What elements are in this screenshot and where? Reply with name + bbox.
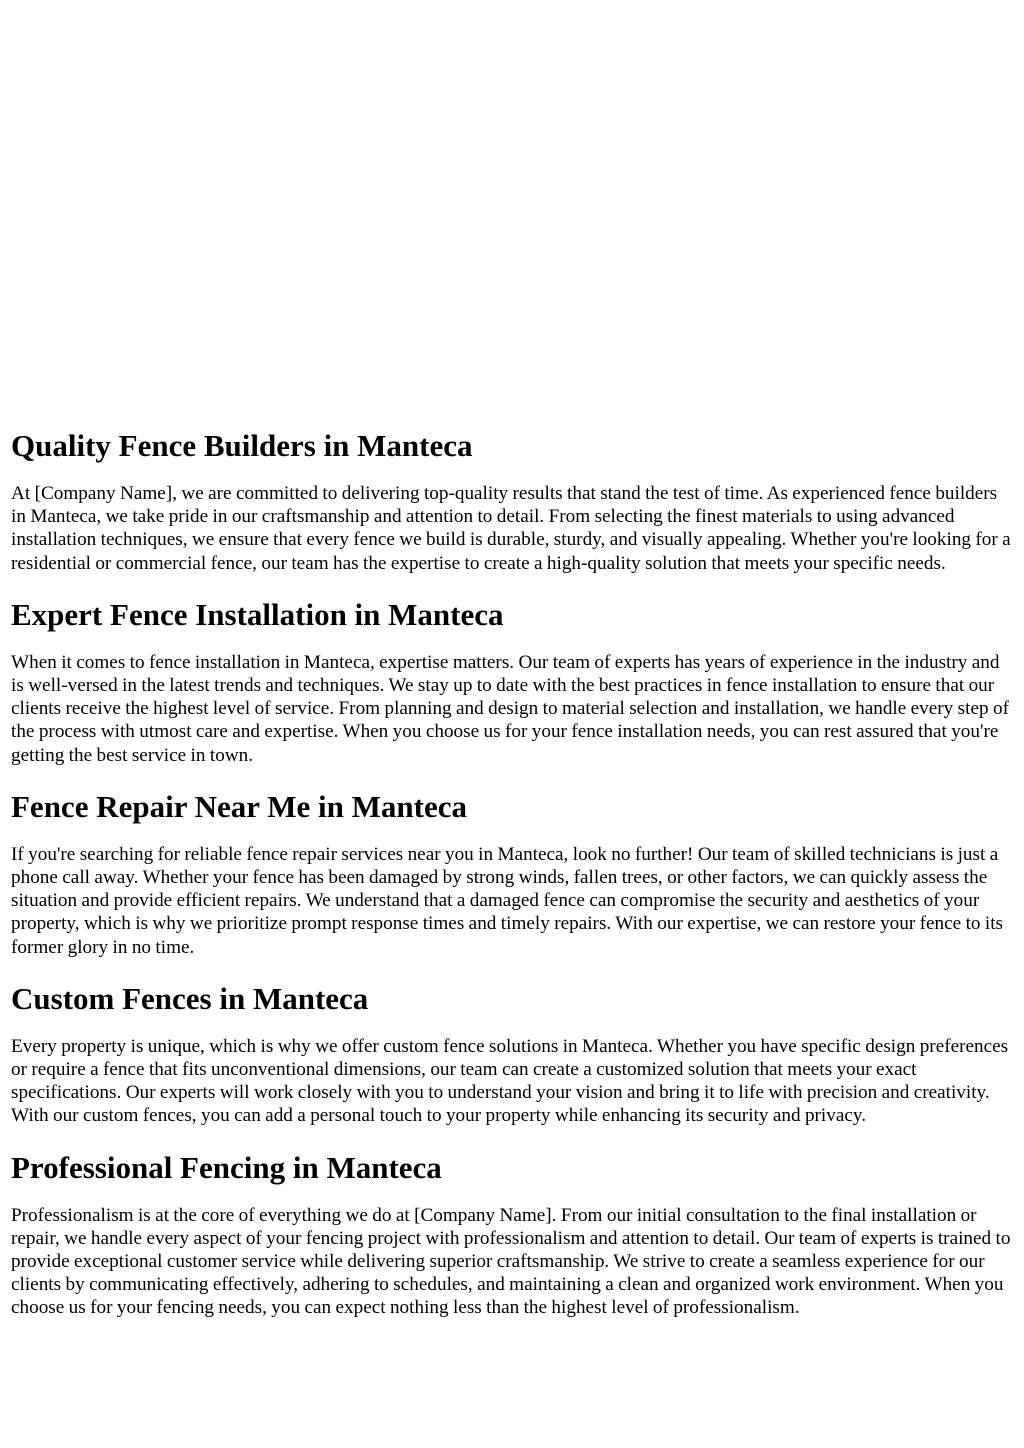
section-heading: Quality Fence Builders in Manteca (11, 428, 473, 463)
section-paragraph: When it comes to fence installation in Manteca, expertise matters. Our team of experts has years of experience in the industry and is well-versed in the latest trends and techniques. We stay up to date with the best practices in fence installation to ensure that our clients receive the highest level of service. From planning and design to material selection and installation, we handle every step of the process with utmost care and expertise. When you choose us for your fence installation needs, you can rest assured that you're getting the best service in town. (11, 651, 1009, 766)
section-heading: Fence Repair Near Me in Manteca (11, 788, 467, 824)
section-paragraph: At [Company Name], we are committed to delivering top-quality results that stand the test of time. As experienced fence builders in Manteca, we take pride in our craftsmanship and attention to detail. From selecting the finest materials to using advanced installation techniques, we ensure that every fence we build is durable, sturdy, and visually appealing. Whether you're looking for a residential or commercial fence, our team has the expertise to create a high-quality solution that meets your specific needs. (11, 483, 1011, 574)
section-heading: Custom Fences in Manteca (11, 980, 369, 1016)
section-fence-repair-near-me (11, 789, 1014, 959)
section-paragraph: Every property is unique, which is why we offer custom fence solutions in Manteca. Whether you have specific design preferences or require a fence that fits unconventional dimensions, our team can create a customized solution that meets your exact specifications. Our experts will work closely with you to understand your vision and bring it to life with precision and creativity. With our custom fences, you can add a personal touch to your property while enhancing its security and privacy. (11, 1035, 1009, 1127)
section-paragraph: If you're searching for reliable fence repair services near you in Manteca, look no further! Our team of skilled technicians is just a phone call away. Whether your fence has been damaged by strong winds, fallen trees, or other factors, we can quickly assess the situation and provide efficient repairs. We understand that a damaged fence can compromise the security and aesthetics of your property, which is why we prioritize prompt response times and timely repairs. With our expertise, we can restore your fence to its former glory in no time. (11, 843, 1004, 958)
section-quality-fence-builders (11, 428, 1014, 575)
blank-header-area (0, 0, 1024, 428)
section-heading: Professional Fencing in Manteca (11, 1149, 442, 1185)
section-expert-fence-installation (11, 597, 1014, 767)
section-custom-fences (11, 981, 1014, 1128)
section-paragraph: Professionalism is at the core of everything we do at [Company Name]. From our initial consultation to the final installation or repair, we handle every aspect of your fencing project with professionalism and attention to detail. Our team of experts is trained to provide exceptional customer service while delivering superior craftsmanship. We strive to create a seamless experience for our clients by communicating effectively, adhering to schedules, and maintaining a clean and organized work environment. When you choose us for your fencing needs, you can expect nothing less than the highest level of professionalism. (11, 1204, 1011, 1319)
section-heading: Expert Fence Installation in Manteca (11, 596, 504, 632)
section-professional-fencing (11, 1150, 1014, 1320)
article-content (0, 428, 1024, 1320)
